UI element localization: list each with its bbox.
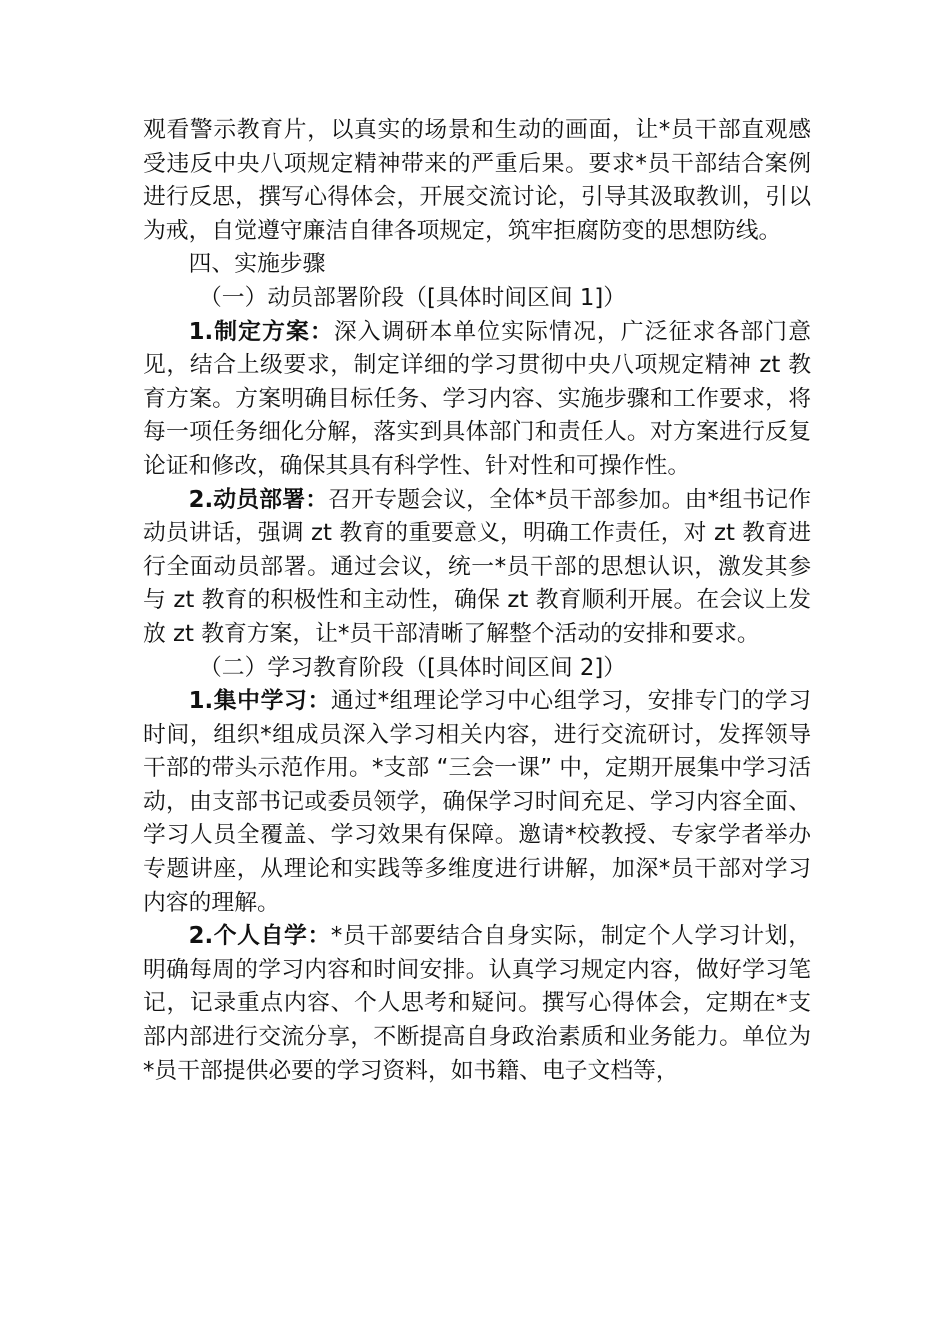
stage-one-heading: （一）动员部署阶段（[具体时间区间 1]） [199, 284, 627, 311]
item-body: 深入调研本单位实际情况，广泛征求各部门意见，结合上级要求，制定详细的学习贯彻中央八项规定精神 zt 教育方案。方案明确目标任务、学习内容、实施步骤和工作要求，将每一项任务细化分解，落实到具体部门和责任人。对方案进行反复论证和修改，确保其具有科学性、针对性和可操作性。 [143, 318, 811, 479]
intro-paragraph: 观看警示教育片，以真实的场景和生动的画面，让*员干部直观感受违反中央八项规定精神带来的严重后果。要求*员干部结合案例进行反思，撰写心得体会，开展交流讨论，引导其汲取教训，引以为戒，自觉遵守廉洁自律各项规定，筑牢拒腐防变的思想防线。 [143, 117, 811, 244]
item-body: 通过*组理论学习中心组学习，安排专门的学习时间，组织*组成员深入学习相关内容，进行交流研讨，发挥领导干部的带头示范作用。*支部 “三会一课” 中，定期开展集中学习活动，由支部书记或委员领学，确保学习时间充足、学习内容全面、学习人员全覆盖、学习效果有保障。邀请*校教授、专家学者举办专题讲座，从理论和实践等多维度进行讲解，加深*员干部对学习内容的理解。 [143, 688, 811, 916]
item-body: 召开专题会议，全体*员干部参加。由*组书记作动员讲话，强调 zt 教育的重要意义，明确工作责任，对 zt 教育进行全面动员部署。通过会议，统一*员干部的思想认识，激发其参与 zt 教育的积极性和主动性，确保 zt 教育顺利开展。在会议上发放 zt 教育方案，让*员干部清晰了解整个活动的安排和要求。 [143, 486, 811, 647]
item-body: *员干部要结合自身实际，制定个人学习计划，明确每周的学习内容和时间安排。认真学习规定内容，做好学习笔记，记录重点内容、个人思考和疑问。撰写心得体会，定期在*支部内部进行交流分享，不断提高自身政治素质和业务能力。单位为*员干部提供必要的学习资料，如书籍、电子文档等， [143, 923, 811, 1084]
stage-one-item-1 [143, 316, 811, 484]
stage-one-item-2 [143, 484, 811, 652]
document-page [143, 114, 811, 1088]
item-title: 1.集中学习： [188, 688, 331, 715]
item-title: 2.动员部署： [188, 486, 329, 513]
section-heading-implementation-steps: 四、实施步骤 [188, 251, 326, 278]
stage-two-heading: （二）学习教育阶段（[具体时间区间 2]） [199, 654, 627, 681]
item-title: 1.制定方案： [188, 318, 334, 345]
stage-two-item-2 [143, 920, 811, 1088]
stage-two-item-1 [143, 685, 811, 920]
item-title: 2.个人自学： [188, 923, 331, 950]
